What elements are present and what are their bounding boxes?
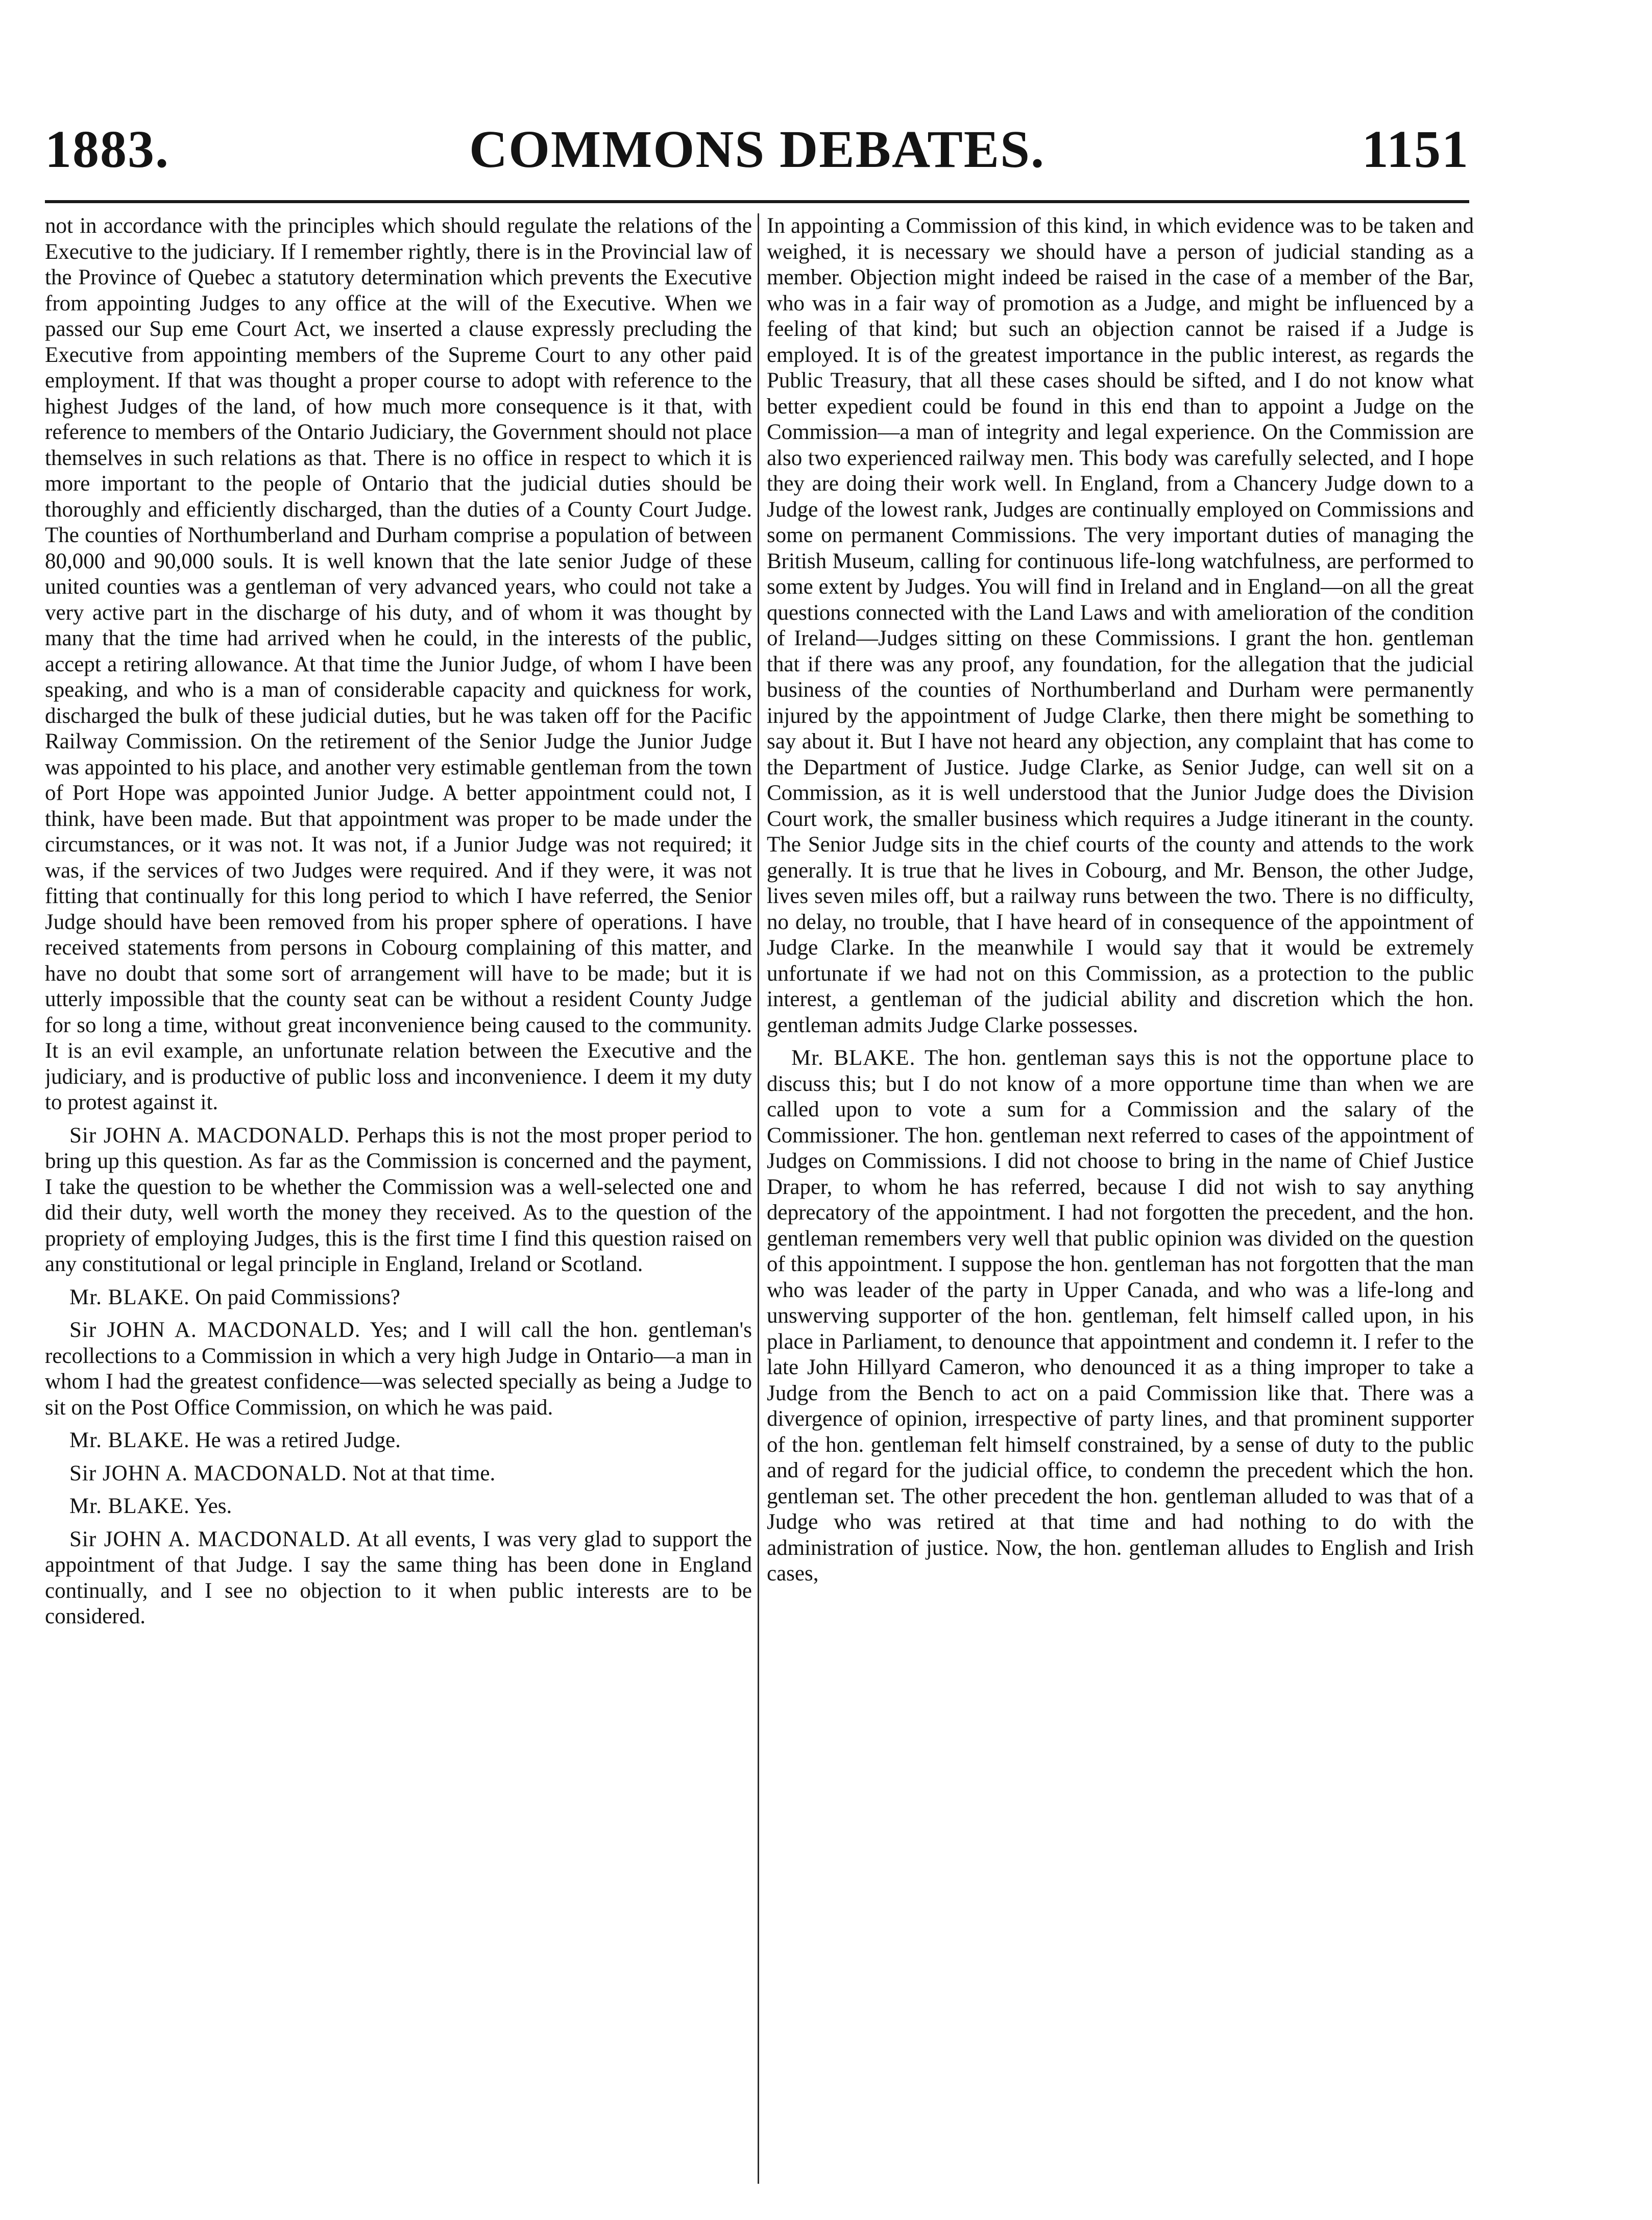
left-column xyxy=(45,213,752,2184)
paragraph: In appointing a Commission of this kind, in which evidence was to be taken and weighed, it is necessary we should have a person of judicial standing as a member. Objection might indeed be raised in the case of a member of the Bar, who was in a fair way of promotion as a Judge, and might be influenced by a feeling of that kind; but such an objection cannot be raised if a Judge is employed. It is of the greatest importance in the public interest, as regards the Public Treasury, that all these cases should be sifted, and I do not know what better expedient could be found in this end than to appoint a Judge on the Commission—a man of integrity and legal experience. On the Commission are also two experienced railway men. This body was carefully selected, and I hope they are doing their work well. In England, from a Chancery Judge down to a Judge of the lowest rank, Judges are continually employed on Commissions and some on permanent Commissions. The very important duties of managing the British Museum, calling for continuous life-long watchfulness, are performed to some extent by Judges. You will find in Ireland and in England—on all the great questions connected with the Land Laws and with amelioration of the condition of Ireland—Judges sitting on these Commissions. I grant the hon. gentleman that if there was any proof, any foundation, for the allegation that the judicial business of the counties of Northumberland and Durham were permanently injured by the appointment of Judge Clarke, then there might be something to say about it. But I have not heard any objection, any complaint that has come to the Department of Justice. Judge Clarke, as Senior Judge, can well sit on a Commission, as it is well understood that the Junior Judge does the Division Court work, the smaller business which requires a Judge itinerant in the county. The Senior Judge sits in the chief courts of the county and attends to the work generally. It is true that he lives in Cobourg, and Mr. Benson, the other Judge, lives seven miles off, but a railway runs between the two. There is no difficulty, no delay, no trouble, that I have heard of in consequence of the appointment of Judge Clarke. In the meanwhile I would say that it would be extremely unfortunate if we had not on this Commission, as a protection to the public interest, a gentleman of the judicial ability and discretion which the hon. gentleman admits Judge Clarke possesses. xyxy=(767,214,1474,1037)
page-header xyxy=(45,116,1469,183)
speech-text: Not at that time. xyxy=(352,1461,496,1485)
speech xyxy=(45,1123,752,1278)
speaker-name: Sir JOHN A. MACDONALD. xyxy=(69,1527,351,1551)
speaker-name: Sir JOHN A. MACDONALD. xyxy=(69,1318,361,1342)
header-year: 1883. xyxy=(45,120,169,179)
speech xyxy=(767,1045,1474,1587)
speaker-name: Mr. BLAKE. xyxy=(791,1046,916,1070)
speech-text: The hon. gentleman says this is not the opportune place to discuss this; but I do not know of a more opportune time than when we are called upon to vote a sum for a Commission and the salary of the Commissioner. The hon. gentleman next referred to cases of the appointment of Judges on Commissions. I did not choose to bring in the name of Chief Justice Draper, to whom he has referred, because I did not wish to say anything deprecatory of the appointment. I had not forgotten the precedent, and the hon. gentleman remembers very well that public opinion was divided on the question of this appointment. I suppose the hon. gentleman has not forgotten that the man who was leader of the party in Upper Canada, and who was a life-long and unswerving supporter of the hon. gentleman, felt himself called upon, in his place in Parliament, to denounce that appointment and condemn it. I refer to the late John Hillyard Cameron, who denounced it as a thing improper to take a Judge from the Bench to act on a paid Commission like that. There was a divergence of opinion, irrespective of party lines, and that prominent supporter of the hon. gentleman felt himself constrained, by a sense of duty to the public and of regard for the judicial office, to condemn the precedent which the hon. gentleman set. The other precedent the hon. gentleman alluded to was that of a Judge who was retired at that time and had nothing to do with the administration of justice. Now, the hon. gentleman alludes to English and Irish cases, xyxy=(767,1046,1474,1585)
speech-text: He was a retired Judge. xyxy=(195,1428,401,1452)
right-column xyxy=(767,213,1474,2184)
speech-text: Perhaps this is not the most proper period to bring up this question. As far as the Commission is concerned and the payment, I take the question to be whether the Commission was a well-selected one and did their duty, well worth the money they received. As to the question of the propriety of employing Judges, this is the first time I find this question raised on any constitutional or legal principle in England, Ireland or Scotland. xyxy=(45,1123,752,1276)
speech xyxy=(45,1494,752,1520)
speech xyxy=(45,1318,752,1421)
speech xyxy=(45,1461,752,1487)
speech-text: Yes. xyxy=(194,1494,232,1518)
header-title: COMMONS DEBATES. xyxy=(469,120,1045,179)
column-divider xyxy=(758,213,759,2184)
speech-text: Yes; and I will call the hon. gentleman's recollections to a Commission in which a very high Judge in Ontario—a man in whom I had the greatest confidence—was selected specially as being a Judge to sit on the Post Office Commission, on which he was paid. xyxy=(45,1318,752,1420)
speaker-name: Sir JOHN A. MACDONALD. xyxy=(69,1461,348,1485)
speech xyxy=(45,1285,752,1311)
header-page-number: 1151 xyxy=(1362,120,1469,179)
speech-text: On paid Commissions? xyxy=(195,1285,400,1309)
speech xyxy=(45,1527,752,1630)
header-rule xyxy=(45,200,1469,203)
speaker-name: Mr. BLAKE. xyxy=(69,1428,190,1452)
speaker-name: Sir JOHN A. MACDONALD. xyxy=(69,1123,350,1148)
paragraph: not in accordance with the principles which should regulate the relations of the Executive to the judiciary. If I remember rightly, there is in the Provincial law of the Province of Quebec a statutory determination which prevents the Executive from appointing Judges to any office at the will of the Executive. When we passed our Sup eme Court Act, we inserted a clause expressly precluding the Executive from appointing members of the Supreme Court to any other paid employment. If that was thought a proper course to adopt with reference to the highest Judges of the land, of how much more consequence is it that, with reference to members of the Ontario Judiciary, the Government should not place themselves in such relations as that. There is no office in respect to which it is more important to the people of Ontario that the judicial duties should be thoroughly and efficiently discharged, than the duties of a County Court Judge. The counties of Northumberland and Durham comprise a population of between 80,000 and 90,000 souls. It is well known that the late senior Judge of these united counties was a gentleman of very advanced years, who could not take a very active part in the discharge of his duty, and of whom it was thought by many that the time had arrived when he could, in the interests of the public, accept a retiring allowance. At that time the Junior Judge, of whom I have been speaking, and who is a man of considerable capacity and quickness for work, discharged the bulk of these judicial duties, but he was taken off for the Pacific Railway Commission. On the retirement of the Senior Judge the Junior Judge was appointed to his place, and another very estimable gentleman from the town of Port Hope was appointed Junior Judge. A better appointment could not, I think, have been made. But that appointment was proper to be made under the circumstances, or it was not. It was not, if a Junior Judge was not required; it was, if the services of two Judges were required. And if they were, it was not fitting that continually for this long period to which I have referred, the Senior Judge should have been removed from his proper sphere of operations. I have received statements from persons in Cobourg complaining of this matter, and have no doubt that some sort of arrangement will have to be made; but it is utterly impossible that the county seat can be without a resident County Judge for so long a time, without great inconvenience being caused to the community. It is an evil example, an unfortunate relation between the Executive and the judiciary, and is productive of public loss and inconvenience. I deem it my duty to protest against it. xyxy=(45,214,752,1114)
speaker-name: Mr. BLAKE. xyxy=(69,1494,190,1518)
speech-text: At all events, I was very glad to support the appointment of that Judge. I say the same thing has been done in England continually, and I see no objection to it when public interests are to be considered. xyxy=(45,1527,752,1628)
speech xyxy=(45,1428,752,1454)
speaker-name: Mr. BLAKE. xyxy=(69,1285,190,1309)
